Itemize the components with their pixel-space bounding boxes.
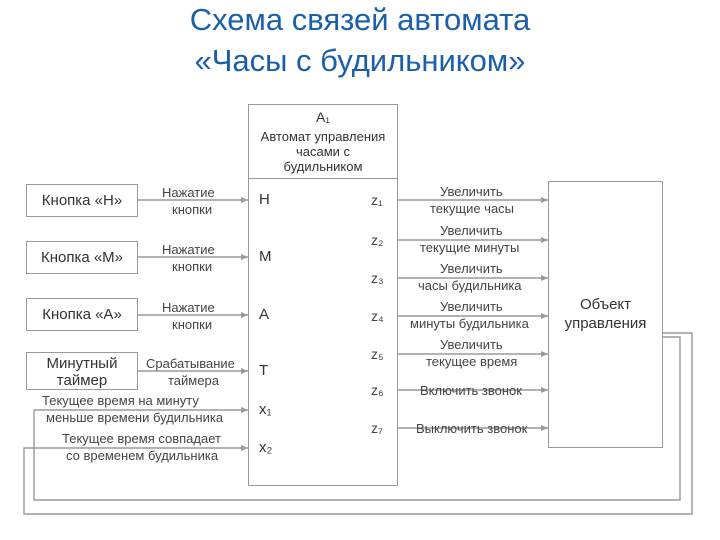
action-z1-line-1: Увеличить [440,184,503,199]
action-z2-line-2: текущие минуты [420,240,520,255]
output-port-z2: z₂ [371,232,384,248]
minute-timer-label-2: таймер [56,372,108,389]
condition-x1-line-2: меньше времени будильника [46,410,224,425]
input-port-t: T [259,362,269,379]
button-m-box [26,241,138,274]
control-object-box [548,181,663,448]
action-z4-line-2: минуты будильника [410,316,529,331]
action-z5-line-1: Увеличить [440,337,503,352]
input-port-m: M [259,248,272,265]
button-m-label: Кнопка «М» [40,249,124,266]
condition-x2-line-1: Текущее время совпадает [62,431,221,446]
action-z6-label: Включить звонок [420,383,522,398]
automaton-caption-3: будильником [283,159,363,174]
button-a-box [26,298,138,331]
output-port-z5: z₅ [371,346,384,362]
control-object-label-2: управления [564,315,647,332]
condition-x1-line-1: Текущее время на минуту [42,393,199,408]
event-label-timer-2: таймера [168,373,219,388]
input-port-a: A [259,306,270,323]
output-port-z1: z₁ [371,192,383,208]
output-port-z3: z₃ [371,270,384,286]
input-port-x1: x₁ [259,401,272,418]
event-label-timer-1: Срабатывание [146,356,235,371]
output-port-z7: z₇ [371,420,383,436]
event-label-m-1: Нажатие [162,242,215,257]
input-port-x2: x₂ [259,439,273,456]
minute-timer-label-1: Минутный [46,355,118,372]
event-label-a-1: Нажатие [162,300,215,315]
action-z2-line-1: Увеличить [440,223,503,238]
event-label-a-2: кнопки [172,317,213,332]
event-label-h-2: кнопки [172,202,213,217]
diagram-title-line-2: «Часы с будильником» [194,43,526,78]
diagram-title-line-1: Схема связей автомата [189,2,531,37]
condition-x2-line-2: со временем будильника [66,448,219,463]
event-label-m-2: кнопки [172,259,213,274]
button-h-box [26,184,138,217]
action-z7-label: Выключить звонок [416,421,528,436]
minute-timer-box [26,352,138,390]
output-port-z6: z₆ [371,382,384,398]
action-z3-line-2: часы будильника [418,278,522,293]
automaton-caption-1: Автомат управления [260,129,386,144]
button-h-label: Кнопка «Н» [41,192,123,209]
automaton-caption-2: часами с [295,144,351,159]
automaton-caption-underline [249,178,397,179]
output-port-z4: z₄ [371,308,384,324]
action-z1-line-2: текущие часы [430,201,515,216]
input-port-h: H [259,191,270,208]
action-z5-line-2: текущее время [426,354,518,369]
automaton-name: A₁ [315,109,331,125]
automaton-box [248,104,398,486]
control-object-label-1: Объект [579,296,632,313]
button-a-label: Кнопка «А» [42,306,122,323]
action-z4-line-1: Увеличить [440,299,503,314]
action-z3-line-1: Увеличить [440,261,503,276]
event-label-h-1: Нажатие [162,185,215,200]
